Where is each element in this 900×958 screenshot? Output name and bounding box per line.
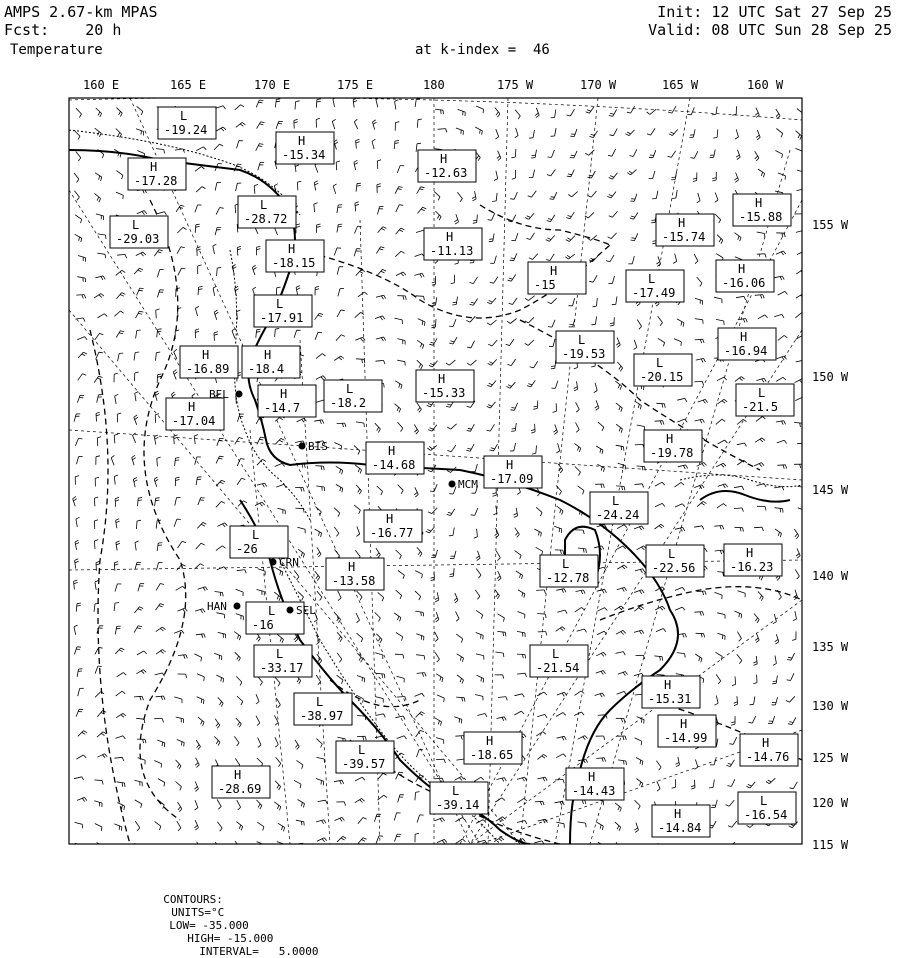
extremum-box (484, 456, 542, 488)
extremum-box (230, 526, 288, 558)
lat-label: 145 W (812, 483, 848, 497)
extremum-box (540, 555, 598, 587)
extremum-value: -15.88 (739, 210, 782, 224)
extremum-type: L (180, 109, 187, 123)
interval-label: INTERVAL= 5.0000 (199, 945, 318, 958)
extremum-box (254, 295, 312, 327)
lat-label: 120 W (812, 796, 848, 810)
extremum-box (556, 331, 614, 363)
lat-label: 125 W (812, 751, 848, 765)
extremum-type: L (268, 604, 275, 618)
lon-label: 160 W (747, 78, 783, 92)
station-label: BEL (209, 388, 229, 401)
extremum-box (418, 150, 476, 182)
extremum-box (740, 734, 798, 766)
contour-info (150, 880, 318, 958)
extremum-box (416, 370, 474, 402)
extremum-type: H (288, 242, 295, 256)
lon-label: 165 W (662, 78, 698, 92)
extremum-type: H (506, 458, 513, 472)
extremum-value: -13.58 (332, 574, 375, 588)
extremum-value: -16.23 (730, 560, 773, 574)
lon-label: 175 W (497, 78, 533, 92)
lon-label: 160 E (83, 78, 119, 92)
extremum-type: H (264, 348, 271, 362)
extremum-box (238, 196, 296, 228)
extremum-value: -15.74 (662, 230, 705, 244)
station-marker (449, 478, 479, 491)
extremum-box (718, 328, 776, 360)
extremum-type: L (578, 333, 585, 347)
extremum-value: -17.91 (260, 311, 303, 325)
init-time: Init: 12 UTC Sat 27 Sep 25 (657, 4, 892, 21)
extremum-value: -29.03 (116, 232, 159, 246)
lon-label: 165 E (170, 78, 206, 92)
extremum-type: H (188, 400, 195, 414)
extremum-box (266, 240, 324, 272)
extremum-box (326, 558, 384, 590)
extremum-value: -15.31 (648, 692, 691, 706)
extremum-value: -14.84 (658, 821, 701, 835)
extremum-value: -33.17 (260, 661, 303, 675)
extremum-type: L (562, 557, 569, 571)
extremum-value: -24.24 (596, 508, 639, 522)
extremum-type: H (738, 262, 745, 276)
extremum-value: -14.76 (746, 750, 789, 764)
station-marker (209, 388, 243, 401)
extremum-value: -19.78 (650, 446, 693, 460)
extremum-box (294, 693, 352, 725)
extrema-layer (110, 107, 798, 837)
extremum-value: -39.57 (342, 757, 385, 771)
extremum-type: H (588, 770, 595, 784)
extremum-type: L (276, 297, 283, 311)
extremum-box (324, 380, 382, 412)
extremum-box (212, 766, 270, 798)
extremum-value: -38.97 (300, 709, 343, 723)
extremum-value: -16.54 (744, 808, 787, 822)
extremum-value: -17.49 (632, 286, 675, 300)
station-label: MCM (458, 478, 478, 491)
extremum-value: -28.69 (218, 782, 261, 796)
station-label: BIS (308, 440, 328, 453)
station-marker (207, 600, 241, 613)
extremum-box (166, 398, 224, 430)
lat-label: 140 W (812, 569, 848, 583)
extremum-type: H (746, 546, 753, 560)
extremum-type: L (612, 494, 619, 508)
lat-label: 130 W (812, 699, 848, 713)
extremum-type: H (678, 216, 685, 230)
extremum-type: H (740, 330, 747, 344)
extremum-value: -26 (236, 542, 258, 556)
extremum-value: -19.53 (562, 347, 605, 361)
extremum-type: H (486, 734, 493, 748)
extremum-box (366, 442, 424, 474)
extremum-box (430, 782, 488, 814)
extremum-value: -20.15 (640, 370, 683, 384)
extremum-box (642, 676, 700, 708)
extremum-box (716, 260, 774, 292)
extremum-type: H (386, 512, 393, 526)
extremum-value: -14.7 (264, 401, 300, 415)
extremum-value: -28.72 (244, 212, 287, 226)
extremum-type: H (680, 717, 687, 731)
extremum-box (634, 354, 692, 386)
level-label: at k-index = 46 (415, 42, 550, 59)
extremum-type: L (758, 386, 765, 400)
extremum-value: -17.09 (490, 472, 533, 486)
extremum-value: -16.94 (724, 344, 767, 358)
lon-label: 175 E (337, 78, 373, 92)
extremum-type: L (276, 647, 283, 661)
extremum-box (656, 214, 714, 246)
extremum-type: H (298, 134, 305, 148)
extremum-value: -15.34 (282, 148, 325, 162)
extremum-type: L (358, 743, 365, 757)
extremum-box (336, 741, 394, 773)
extremum-type: H (438, 372, 445, 386)
extremum-box (736, 384, 794, 416)
extremum-box (258, 385, 316, 417)
extremum-type: L (452, 784, 459, 798)
extremum-type: L (648, 272, 655, 286)
extremum-value: -16.77 (370, 526, 413, 540)
extremum-box (530, 645, 588, 677)
low-label: LOW= -35.000 (169, 919, 248, 932)
extremum-value: -12.78 (546, 571, 589, 585)
extremum-value: -18.4 (248, 362, 284, 376)
extremum-type: H (762, 736, 769, 750)
extremum-type: H (755, 196, 762, 210)
forecast-hour: Fcst: 20 h (4, 22, 121, 39)
extremum-box (738, 792, 796, 824)
extremum-box (364, 510, 422, 542)
extremum-type: L (346, 382, 353, 396)
extremum-type: L (252, 528, 259, 542)
extremum-box (590, 492, 648, 524)
extremum-type: L (552, 647, 559, 661)
extremum-value: -18.15 (272, 256, 315, 270)
extremum-box (652, 805, 710, 837)
extremum-type: L (668, 547, 675, 561)
extremum-value: -14.99 (664, 731, 707, 745)
extremum-value: -18.65 (470, 748, 513, 762)
extremum-box (724, 544, 782, 576)
station-label: SEL (296, 604, 316, 617)
extremum-box (276, 132, 334, 164)
extremum-box (646, 545, 704, 577)
model-title: AMPS 2.67-km MPAS (4, 4, 158, 21)
extremum-value: -16.89 (186, 362, 229, 376)
extremum-value: -14.43 (572, 784, 615, 798)
extremum-value: -39.14 (436, 798, 479, 812)
extremum-value: -21.54 (536, 661, 579, 675)
lat-label: 150 W (812, 370, 848, 384)
extremum-value: -21.5 (742, 400, 778, 414)
extremum-value: -22.56 (652, 561, 695, 575)
extremum-box (528, 262, 586, 294)
field-name: Temperature (10, 42, 103, 59)
extremum-type: L (760, 794, 767, 808)
lat-label: 155 W (812, 218, 848, 232)
lat-label: 115 W (812, 838, 848, 852)
station-marker (299, 440, 328, 453)
lat-label: 135 W (812, 640, 848, 654)
lon-label: 170 W (580, 78, 616, 92)
extremum-box (254, 645, 312, 677)
extremum-type: H (666, 432, 673, 446)
extremum-type: H (550, 264, 557, 278)
extremum-type: L (656, 356, 663, 370)
extremum-box (658, 715, 716, 747)
extremum-value: -14.68 (372, 458, 415, 472)
station-label: HAN (207, 600, 227, 613)
extremum-type: H (280, 387, 287, 401)
extremum-value: -16.06 (722, 276, 765, 290)
extremum-box (158, 107, 216, 139)
extremum-value: -15.33 (422, 386, 465, 400)
valid-time: Valid: 08 UTC Sun 28 Sep 25 (648, 22, 892, 39)
extremum-value: -16 (252, 618, 274, 632)
lon-label: 170 E (254, 78, 290, 92)
extremum-box (644, 430, 702, 462)
extremum-value: -12.63 (424, 166, 467, 180)
station-label: CRN (279, 556, 299, 569)
extremum-box (464, 732, 522, 764)
extremum-type: H (664, 678, 671, 692)
extremum-type: H (348, 560, 355, 574)
extremum-box (733, 194, 791, 226)
extremum-type: L (260, 198, 267, 212)
extremum-box (242, 346, 300, 378)
units-label: UNITS=°C (171, 906, 224, 919)
extremum-type: H (446, 230, 453, 244)
contours-label: CONTOURS: (163, 893, 223, 906)
extremum-box (566, 768, 624, 800)
high-label: HIGH= -15.000 (187, 932, 273, 945)
extremum-type: H (234, 768, 241, 782)
extremum-type: L (132, 218, 139, 232)
extremum-value: -19.24 (164, 123, 207, 137)
lon-label: 180 (423, 78, 445, 92)
extremum-value: -18.2 (330, 396, 366, 410)
extremum-value: -17.04 (172, 414, 215, 428)
extremum-type: L (316, 695, 323, 709)
extremum-type: H (674, 807, 681, 821)
extremum-value: -17.28 (134, 174, 177, 188)
extremum-type: H (202, 348, 209, 362)
extremum-value: -11.13 (430, 244, 473, 258)
extremum-type: H (440, 152, 447, 166)
extremum-box (128, 158, 186, 190)
extremum-type: H (150, 160, 157, 174)
extremum-box (626, 270, 684, 302)
extremum-box (110, 216, 168, 248)
extremum-box (424, 228, 482, 260)
extremum-type: H (388, 444, 395, 458)
extremum-box (180, 346, 238, 378)
extremum-value: -15 (534, 278, 556, 292)
